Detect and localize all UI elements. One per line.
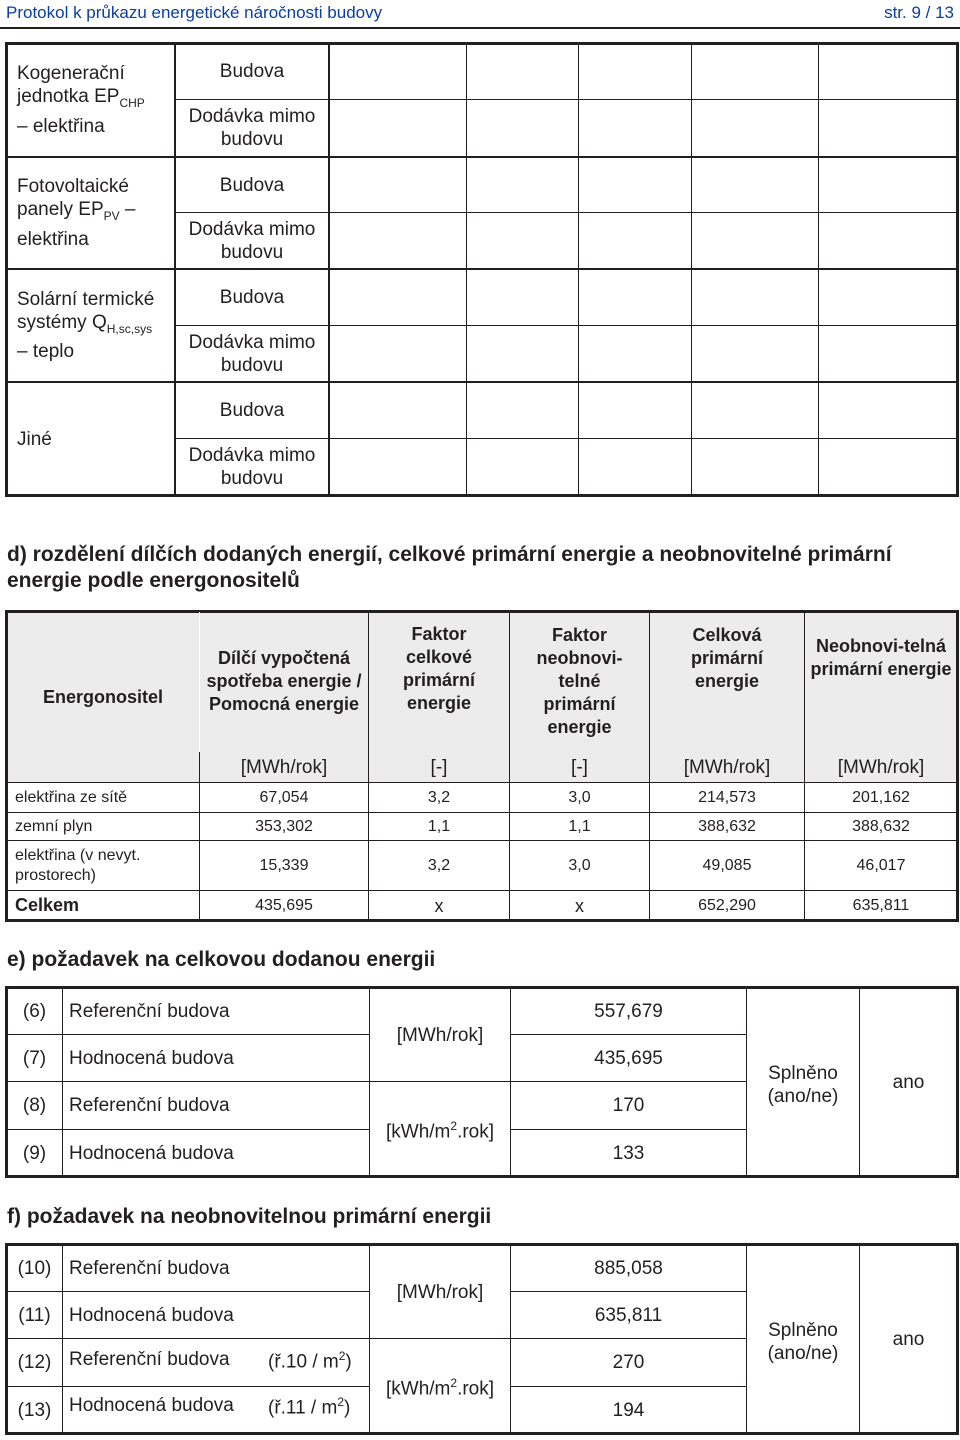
table-row-carrier: elektřina (v nevyt. prostorech) [15,846,141,884]
row-note: (ř.11 / $m^2$) [268,1394,351,1419]
top-row-building: Budova [219,400,285,421]
table-cell: 49,085 [702,856,752,874]
fulfilled-value: ano [892,1328,925,1350]
total-cell: x [575,895,584,916]
document-title: Protokol k průkazu energetické náročnosti budovy [6,3,383,22]
row-number: (12) [17,1352,52,1373]
row-value: 557,679 [594,1000,663,1022]
unit-nonrenew-factor: [-] [571,756,588,778]
table-cell: 15,339 [259,856,309,874]
row-label: Referenční budova [69,1000,230,1022]
page-number: str. 9 / 13 [884,3,954,22]
row-note: (ř.10 / $m^2$) [268,1348,352,1373]
fulfilled-label: Splněno (ano/ne) [767,1320,839,1364]
row-number: (11) [18,1304,51,1326]
table-cell: 353,302 [255,817,313,835]
table-cell: 1,1 [568,817,591,835]
page-header [0,0,960,27]
unit-nonrenew-primary: [MWh/rok] [837,756,925,778]
col-header-total-factor: Faktor celkové primární energie [402,624,476,713]
row-label: Referenční budova [69,1257,230,1279]
row-number: (10) [17,1257,52,1279]
table-cell: 46,017 [856,856,906,874]
row-value: 885,058 [594,1257,663,1279]
col-header-carrier: Energonositel [42,686,163,707]
col-header-nonrenew-factor: Faktor neobnovi-telné primární energie [536,624,623,737]
section-f-title: f) požadavek na neobnovitelnou primární energii [7,1205,492,1228]
table-cell: 67,054 [259,788,309,806]
section-e-title: e) požadavek na celkovou dodanou energii [7,948,436,971]
top-row-label-chp: Kogenerační jednotka $EP_{CHP}$ – elektřina [17,63,145,137]
table-cell: 3,2 [427,856,451,874]
total-cell: 435,695 [255,896,313,914]
top-row-building: Budova [219,287,285,308]
row-number: (7) [22,1047,47,1069]
total-row-label: Celkem [15,895,80,915]
unit-total-factor: [-] [430,756,448,778]
row-label: Hodnocená budova [69,1304,234,1326]
top-row-label-pv: Fotovoltaické panely $EP_{PV}$ – elektřina [17,176,136,250]
table-cell: 388,632 [698,817,756,835]
total-cell: 635,811 [852,896,910,914]
top-row-external: Dodávka mimo budovu [188,445,316,489]
row-label: Hodnocená budova [69,1394,234,1416]
table-row-carrier: elektřina ze sítě [15,788,128,806]
row-label: Hodnocená budova [69,1047,234,1069]
unit-kwh-m2: $[kWh/m^2.rok]$ [385,1118,495,1143]
row-value: 133 [612,1142,645,1164]
fulfilled-value: ano [892,1071,925,1093]
row-value: 635,811 [594,1304,663,1326]
row-value: 270 [612,1352,645,1373]
top-row-building: Budova [219,61,285,82]
top-row-label-other: Jiné [17,428,52,450]
unit-kwh-m2: $[kWh/m^2.rok]$ [385,1375,495,1400]
table-cell: 3,0 [568,788,591,806]
unit-mwh: [MWh/rok] [396,1281,484,1303]
row-value: 170 [612,1095,645,1116]
col-header-total-primary: Celková primární energie [690,624,764,691]
row-number: (8) [22,1095,47,1116]
row-value: 194 [612,1399,645,1421]
row-label: Referenční budova [69,1095,230,1116]
table-cell: 3,2 [427,788,451,806]
unit-mwh: [MWh/rok] [396,1024,484,1046]
total-cell: 652,290 [698,896,756,914]
top-row-label-solar: Solární termické systémy $Q_{H,sc,sys}$ – teplo [17,288,155,363]
table-cell: 1,1 [427,817,451,835]
table-cell: 3,0 [568,856,591,874]
unit-consumption: [MWh/rok] [240,756,328,778]
row-number: (9) [22,1142,47,1164]
total-cell: x [434,895,444,916]
row-number: (13) [17,1399,52,1421]
table-cell: 388,632 [852,817,910,835]
top-row-building: Budova [219,174,285,196]
col-header-nonrenew-primary: Neobnovi-telná primární energie [810,636,952,679]
header-divider [0,27,960,29]
table-cell: 214,573 [698,788,756,806]
section-d-title: d) rozdělení dílčích dodaných energií, celkové primární energie a neobnovitelné primární energie podle energonositelů [7,543,892,592]
top-row-external: Dodávka mimo budovu [188,106,316,150]
unit-total-primary: [MWh/rok] [683,756,771,778]
row-value: 435,695 [594,1047,663,1069]
table-row-carrier: zemní plyn [15,817,93,835]
row-label: Hodnocená budova [69,1142,234,1164]
row-number: (6) [22,1000,47,1022]
top-row-external: Dodávka mimo budovu [188,331,316,376]
top-row-external: Dodávka mimo budovu [188,218,316,263]
row-label: Referenční budova [69,1348,230,1370]
fulfilled-label: Splněno (ano/ne) [767,1063,839,1107]
col-header-consumption: Dílčí vypočtená spotřeba energie / Pomocná energie [206,647,362,714]
table-cell: 201,162 [852,788,910,806]
